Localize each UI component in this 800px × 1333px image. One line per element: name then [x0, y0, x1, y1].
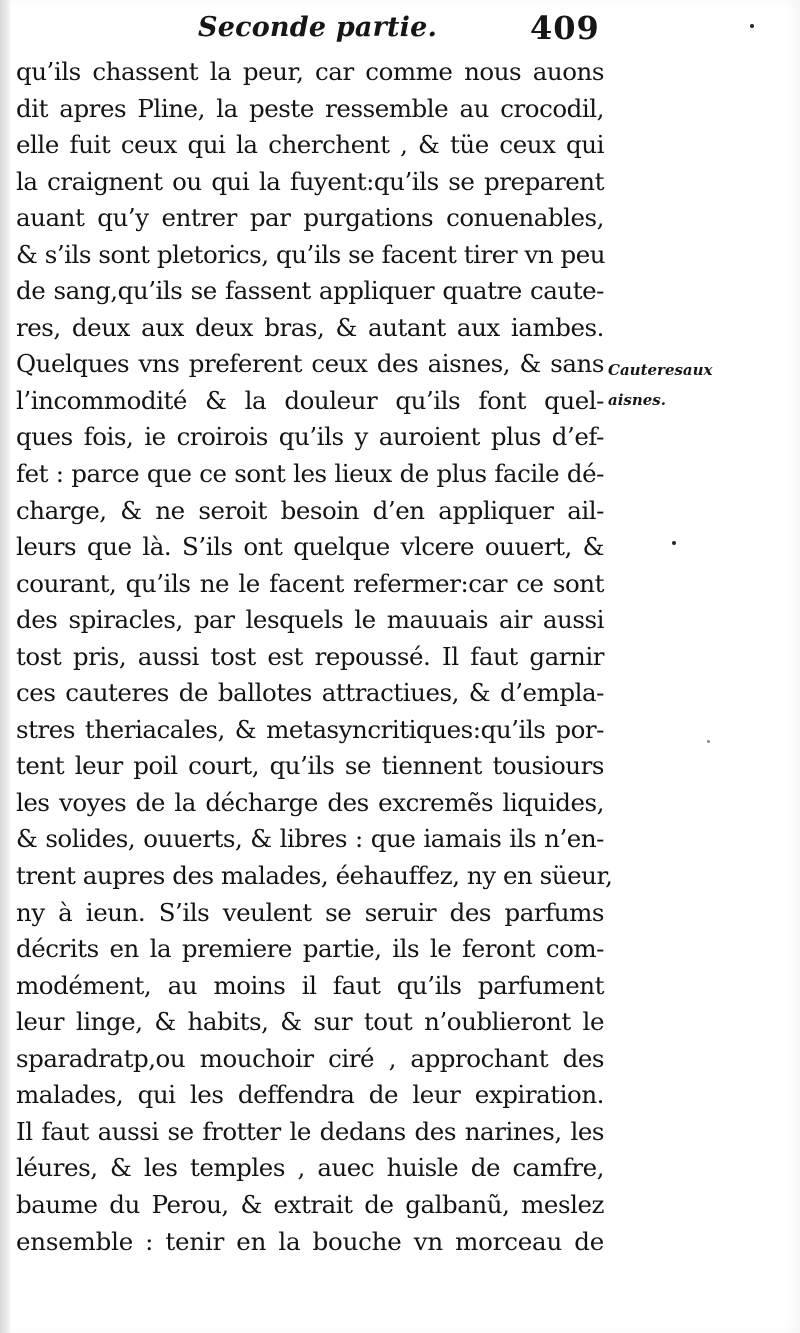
text-line: ensemble : tenir en la bouche vn morceau de [16, 1226, 604, 1256]
body-text [16, 54, 613, 1260]
text-line: léures, & les temples , auec huisle de camfre, [16, 1153, 604, 1183]
text-line: stres theriacales, & metasyncritiques:qu’ils por- [16, 714, 604, 744]
text-line: tost pris, aussi tost est repoussé. Il faut garnir [16, 641, 604, 671]
margin-note-line: aisnes. [608, 391, 666, 409]
text-line: baume du Perou, & extrait de galbanũ, meslez [16, 1189, 604, 1219]
margin-note [608, 355, 713, 415]
text-line: leurs que là. S’ils ont quelque vlcere ouuert, & [16, 532, 604, 562]
text-line: auant qu’y entrer par purgations conuenables, [16, 203, 604, 233]
ink-speck [750, 24, 754, 28]
text-line: les voyes de la décharge des excremẽs liquides, [16, 787, 604, 817]
text-line: de sang,qu’ils se fassent appliquer quatre caute- [16, 276, 604, 306]
text-line: ny à ieun. S’ils veulent se seruir des parfums [16, 897, 604, 927]
text-line: res, deux aux deux bras, & autant aux iambes. [16, 312, 604, 342]
text-line: Quelques vns preferent ceux des aisnes, & sans [16, 349, 604, 379]
text-line: la craignent ou qui la fuyent:qu’ils se preparent [16, 166, 604, 196]
text-line: Il faut aussi se frotter le dedans des narines, les [16, 1116, 604, 1146]
text-line: qu’ils chassent la peur, car comme nous auons [16, 57, 604, 86]
running-head [0, 6, 800, 46]
ink-speck [707, 740, 710, 743]
text-line: décrits en la premiere partie, ils le feront com- [16, 934, 604, 964]
text-line: & s’ils sont pletorics, qu’ils se facent tirer vn peu [16, 239, 606, 269]
text-line: tent leur poil court, qu’ils se tiennent tousiours [16, 751, 604, 781]
text-line: & solides, ouuerts, & libres : que iamais ils n’en- [16, 824, 604, 854]
text-line: malades, qui les deffendra de leur expiration. [16, 1080, 604, 1110]
text-line: elle fuit ceux qui la cherchent , & tüe ceux qui [16, 130, 604, 160]
text-line: dit apres Pline, la peste ressemble au crocodil, [16, 93, 604, 123]
page-gutter-shadow [0, 0, 10, 1333]
text-line: des spiracles, par lesquels le mauuais air aussi [16, 605, 604, 635]
ink-speck [672, 541, 676, 545]
running-title: Seconde partie. [198, 12, 438, 43]
text-line: leur linge, & habits, & sur tout n’oublieront le [16, 1007, 604, 1037]
text-line: l’incommodité & la douleur qu’ils font quel- [16, 385, 604, 415]
margin-note-line: Cauteresaux [608, 361, 713, 379]
text-line: ques fois, ie croirois qu’ils y auroient plus d’ef- [16, 422, 604, 452]
text-line: sparadratp,ou mouchoir ciré , approchant des [16, 1043, 604, 1073]
text-line: ces cauteres de ballotes attractiues, & d’empla- [16, 678, 604, 708]
text-line: fet : parce que ce sont les lieux de plus facile dé- [16, 459, 604, 489]
text-line: courant, qu’ils ne le facent refermer:car ce sont [16, 568, 604, 598]
text-line: modément, au moins il faut qu’ils parfument [16, 970, 604, 1000]
text-line: trent aupres des malades, éehauffez, ny en süeur, [16, 861, 613, 891]
text-line: charge, & ne seroit besoin d’en appliquer ail- [16, 495, 604, 525]
page-number: 409 [530, 9, 600, 47]
